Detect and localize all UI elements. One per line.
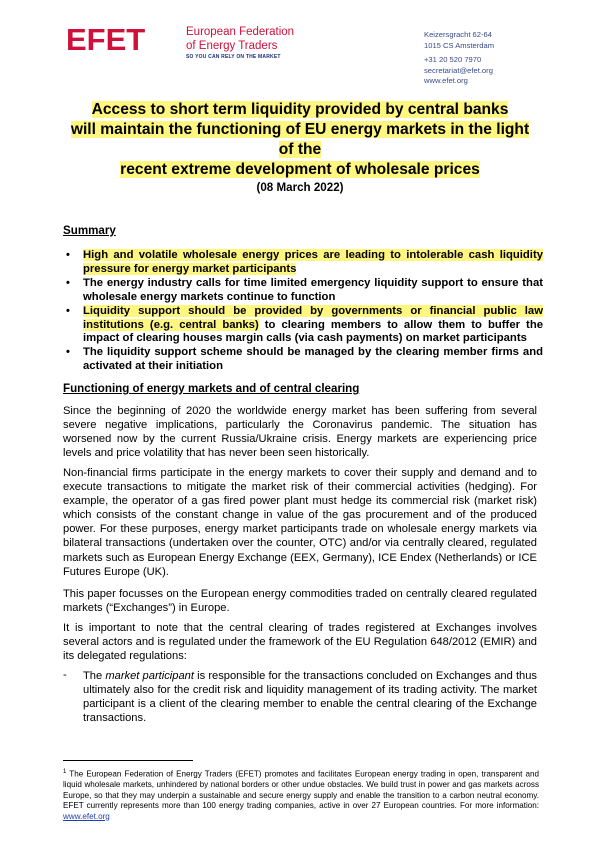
paragraph-context: Since the beginning of 2020 the worldwide energy market has been suffering from several severe negative implications, particularly the Coronavirus pandemic. The situation has worsened now by the current Russia/Ukraine crisis. Energy markets are experiencing price levels and price volatility that has never been seen historically.: [63, 405, 537, 460]
summary-bullet-highlight: Liquidity support should be provided by governments or financial public law institutions (e.g. central banks): [83, 304, 543, 331]
address-website: www.efet.org: [424, 76, 468, 85]
summary-bullet-text: High and volatile wholesale energy prices are leading to intolerable cash liquidity pressure for energy market participants: [83, 249, 543, 275]
dash-term: market participant: [105, 670, 194, 682]
title-line-1: Access to short term liquidity provided by central banks: [91, 101, 509, 118]
summary-bullet-text: The liquidity support scheme should be managed by the clearing member firms and activated at their initiation: [83, 346, 543, 373]
summary-heading: Summary: [63, 224, 116, 237]
address-city: 1015 CS Amsterdam: [424, 40, 495, 50]
functioning-heading: Functioning of energy markets and of central clearing: [63, 382, 360, 395]
title-line-3: recent extreme development of wholesale prices: [120, 161, 480, 178]
dash-marker: -: [63, 669, 67, 681]
footnote-link[interactable]: www.efet.org: [63, 811, 110, 821]
address-street: Keizersgracht 62-64: [424, 30, 492, 39]
bullet-dot-icon: •: [66, 276, 70, 289]
logo-org-line1: European Federation: [186, 26, 295, 38]
address-email: secretariat@efet.org: [424, 65, 493, 75]
summary-bullet-text: The energy industry calls for time limited emergency liquidity support to ensure that wholesale energy markets continue to function: [83, 276, 543, 303]
title-line-2: will maintain the functioning of EU energy markets in the light of the: [70, 121, 530, 158]
footnote-marker: 1: [63, 769, 67, 775]
bullet-dot-icon: •: [66, 249, 70, 261]
dash-intro: The: [83, 670, 106, 682]
bullet-dot-icon: •: [66, 304, 70, 317]
logo-tagline: SO YOU CAN RELY ON THE MARKET: [186, 54, 281, 60]
dash-body: is responsible for the transactions concluded on Exchanges and thus ultimately also for the credit risk and liquidity management of its trading activity. The market participant is a client of the clearing member to enable the central clearing of the Exchange transactions.: [83, 670, 538, 725]
paragraph-participants: Non-financial firms participate in the energy markets to cover their supply and demand and to execute transactions to mitigate the market risk of their commercial activities (hedging). For example, the operator of a gas fired power plant must hedge its commercial risk (market risk) which consists of the constant change in value of the gas procurement and of the produced power. For these purposes, energy market participants trade on wholesale energy markets via bilateral transactions (undertaken over the counter, OTC) and/or via centrally cleared, regulated markets such as European Energy Exchange (EEX, Germany), ICE Endex (Netherlands) or ICE Futures Europe (UK).: [63, 467, 537, 578]
logo-org-line2: of Energy Traders: [186, 40, 278, 52]
market-participant-item: [63, 669, 537, 725]
letterhead-address: [424, 30, 494, 87]
dash-item-text: [83, 669, 537, 725]
footnote-divider: [63, 760, 193, 761]
address-phone: +31 20 520 7970: [424, 55, 482, 64]
footnote: [63, 767, 539, 822]
summary-bullet-text: to clearing members to allow them to buffer the impact of clearing houses margin calls (via cash payments) on market participants: [83, 318, 544, 345]
document-title: [62, 100, 538, 180]
bullet-dot-icon: •: [66, 346, 70, 359]
summary-bullet: [63, 249, 543, 277]
summary-bullet: [63, 277, 543, 305]
summary-bullet: [63, 346, 543, 374]
footnote-text: The European Federation of Energy Traders (EFET) promotes and facilitates European energy trading in open, transparent and liquid wholesale markets, unhindered by national borders or other undue obstacles. We build trust in power and gas markets across Europe, so that they may underpin a sustainable and secure energy supply and enable the transition to a carbon neutral economy. EFET currently represents more than 100 energy trading companies, active in over 27 European countries. For more information:: [63, 769, 539, 811]
logo-wordmark: EFET: [66, 22, 146, 57]
summary-bullet: [63, 305, 543, 347]
paragraph-clearing: It is important to note that the central clearing of trades registered at Exchanges involves several actors and is regulated under the framework of the EU Regulation 648/2012 (EMIR) and its delegated regulations:: [63, 622, 537, 663]
paragraph-scope: This paper focusses on the European energy commodities traded on centrally cleared regulated markets (“Exchanges”) in Europe.: [63, 588, 537, 615]
summary-list: [63, 249, 543, 374]
logo-org-name: [186, 25, 294, 53]
document-date: (08 March 2022): [256, 181, 344, 194]
